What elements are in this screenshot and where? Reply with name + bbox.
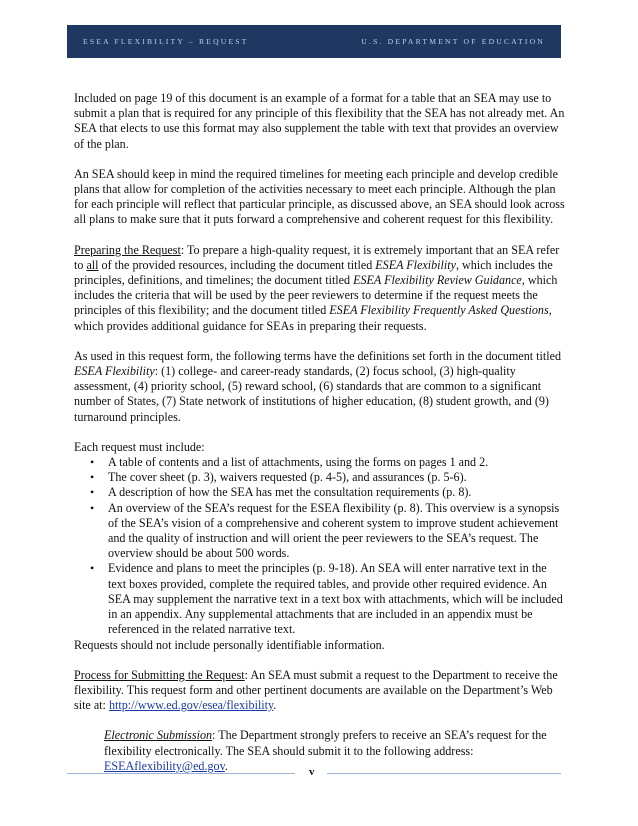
list-intro: Each request must include:	[74, 439, 205, 454]
list-item: • Evidence and plans to meet the principles (p. 9-18). An SEA will enter narrative text in the text boxes provided, complete the required tables, and provide other required evidence. An SEA may supplement the narrative text in a text box with attachments, which will be included in an appendix. Any supplemental attachments that are included in an appendix must be referenced in the related narrative text.	[108, 561, 566, 637]
paragraph-preparing-request: Preparing the Request: To prepare a high-quality request, it is extremely important that an SEA refer to all of the provided resources, including the document titled ESEA Flexibility, which includes the principles, definitions, and timelines; the document titled ESEA Flexibility Review Guidance, which includes the criteria that will be used by the peer reviewers to determine if the request meets the principles of this flexibility; and the document titled ESEA Flexibility Frequently Asked Questions, which provides additional guidance for SEAs in preparing their requests.	[74, 242, 560, 333]
request-requirements	[74, 440, 566, 653]
paragraph-process: Process for Submitting the Request: An SEA must submit a request to the Department to receive the flexibility. This request form and other pertinent documents are available on the Department’s Web site at: http://www.ed.gov/esea/flexibility.	[74, 667, 558, 713]
paragraph-electronic-submission: Electronic Submission: The Department strongly prefers to receive an SEA’s request for the flexibility electronically. The SEA should submit it to the following address: ESEAflexibility@ed.gov.	[104, 728, 547, 773]
list-item: • A table of contents and a list of attachments, using the forms on pages 1 and 2.	[108, 455, 566, 470]
document-body	[74, 91, 566, 789]
footer-divider-left	[67, 773, 295, 774]
footer-divider-right	[327, 773, 561, 774]
process-heading: Process for Submitting the Request	[74, 667, 245, 682]
requirements-list	[74, 455, 566, 637]
paragraph-table-format: Included on page 19 of this document is an example of a format for a table that an SEA may use to submit a plan that is required for any principle of this flexibility that the SEA has not already met. An SEA that elects to use this format may also supplement the table with text that provides an overview of the plan.	[74, 91, 565, 151]
page-number: v	[309, 766, 315, 778]
paragraph-timelines: An SEA should keep in mind the required timelines for meeting each principle and develop credible plans that allow for completion of the activities necessary to meet each principle. Although the plan for each principle will reflect that particular principle, as discussed above, an SEA should look across all plans to make sure that it puts forward a comprehensive and coherent request for this flexibility.	[74, 166, 565, 227]
list-item: • A description of how the SEA has met the consultation requirements (p. 8).	[108, 485, 566, 500]
page-header	[67, 25, 561, 58]
header-left-title: ESEA FLEXIBILITY – REQUEST	[83, 37, 249, 46]
electronic-submission-heading: Electronic Submission	[104, 728, 213, 743]
list-outro: Requests should not include personally identifiable information.	[74, 637, 385, 652]
preparing-request-heading: Preparing the Request	[74, 242, 181, 257]
list-item: • The cover sheet (p. 3), waivers requested (p. 4-5), and assurances (p. 5-6).	[108, 470, 566, 485]
flexibility-link[interactable]: http://www.ed.gov/esea/flexibility	[108, 698, 274, 713]
header-right-title: U.S. DEPARTMENT OF EDUCATION	[361, 37, 545, 46]
paragraph-definitions: As used in this request form, the following terms have the definitions set forth in the document titled ESEA Flexibility: (1) college- and career-ready standards, (2) focus school, (3) high-quality assessment, (4) priority school, (5) reward school, (6) standards that are common to a significant number of States, (7) State network of institutions of higher education, (8) student growth, and (9) turnaround principles.	[74, 348, 562, 424]
list-item: • An overview of the SEA’s request for the ESEA flexibility (p. 8). This overview is a synopsis of the SEA’s vision of a comprehensive and coherent system to improve student achievement and the quality of instruction and will orient the peer reviewers to the SEA’s request. The overview should be about 500 words.	[108, 501, 566, 562]
email-link[interactable]: ESEAflexibility@ed.gov	[104, 758, 225, 773]
